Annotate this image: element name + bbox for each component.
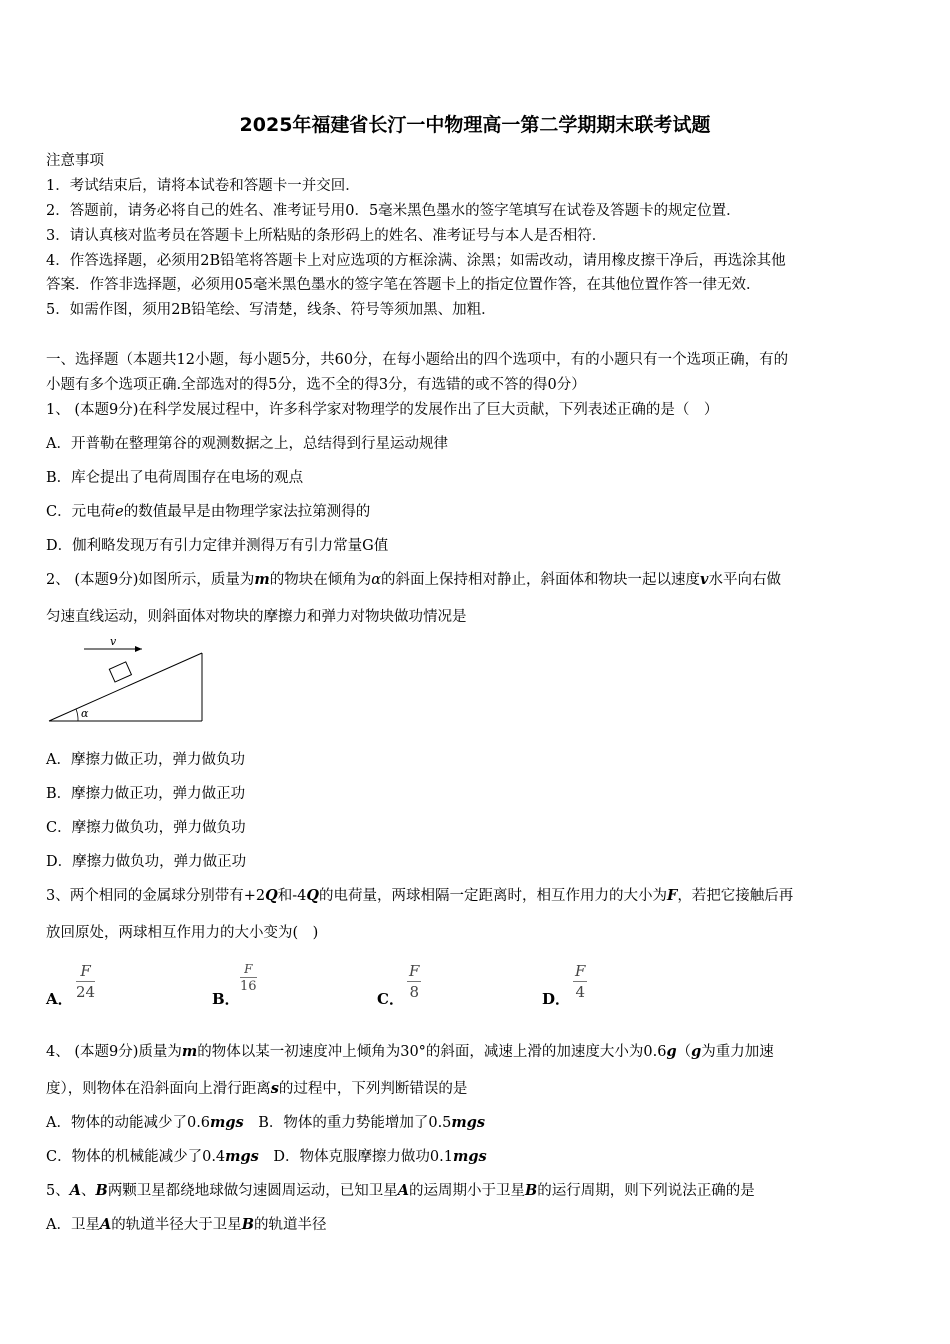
notice-item-1: 1．考试结束后，请将本试卷和答题卡一并交回．	[46, 178, 360, 194]
section-heading-line2: 小题有多个选项正确.全部选对的得5分，选不全的得3分，有选错的或不答的得0分）	[46, 377, 586, 393]
q1-option-a: A．开普勒在整理第谷的观测数据之上，总结得到行星运动规律	[46, 436, 448, 452]
q1-option-b: B．库仑提出了电荷周围存在电场的观点	[46, 470, 304, 486]
velocity-label: v	[110, 635, 117, 648]
q5-stem: 5、A、B两颗卫星都绕地球做匀速圆周运动，已知卫星A的运周期小于卫星B的运行周期，则下列说法正确的是	[46, 1182, 755, 1199]
block	[109, 662, 131, 682]
notice-item-4: 4．作答选择题，必须用2B铅笔将答题卡上对应选项的方框涂满、涂黑；如需改动，请用橡皮擦干净后，再选涂其他	[46, 253, 786, 269]
q1-stem: 1、 (本题9分)在科学发展过程中，许多科学家对物理学的发展作出了巨大贡献，下列表述正确的是（ ）	[46, 402, 719, 418]
q3-stem-line2: 放回原处，两球相互作用力的大小变为( )	[46, 925, 319, 941]
angle-arc	[76, 709, 78, 721]
notice-item-5: 5．如需作图，须用2B铅笔绘、写清楚，线条、符号等须加黑、加粗．	[46, 302, 496, 318]
q4-stem-line1: 4、 (本题9分)质量为m的物体以某一初速度冲上倾角为30°的斜面，减速上滑的加速度大小为0.6g（g为重力加速	[46, 1043, 774, 1060]
q2-option-d: D．摩擦力做负功，弹力做正功	[46, 854, 247, 870]
q2-option-b: B．摩擦力做正功，弹力做正功	[46, 786, 246, 802]
q3-stem-line1: 3、两个相同的金属球分别带有+2Q和-4Q的电荷量，两球相隔一定距离时，相互作用力的大小为F，若把它接触后再	[46, 887, 794, 904]
q4-stem-line2: 度），则物体在沿斜面向上滑行距离s的过程中，下列判断错误的是	[46, 1080, 468, 1097]
q2-stem-line1: 2、 (本题9分)如图所示，质量为m的物块在倾角为α的斜面上保持相对静止，斜面体和物块一起以速度v水平向右做	[46, 571, 781, 588]
q2-stem-line2: 匀速直线运动，则斜面体对物块的摩擦力和弹力对物块做功情况是	[46, 609, 467, 625]
notice-heading: 注意事项	[46, 153, 104, 169]
q2-option-a: A．摩擦力做正功，弹力做负功	[46, 752, 245, 768]
notice-item-3: 3．请认真核对监考员在答题卡上所粘贴的条形码上的姓名、准考证号与本人是否相符．	[46, 228, 607, 244]
angle-label: α	[81, 707, 89, 720]
q2-option-c: C．摩擦力做负功，弹力做负功	[46, 820, 246, 836]
arrow-head-icon	[135, 646, 142, 652]
section-heading-line1: 一、选择题（本题共12小题，每小题5分，共60分，在每小题给出的四个选项中，有的小题只有一个选项正确，有的	[46, 352, 789, 368]
notice-item-2: 2．答题前，请务必将自己的姓名、准考证号用0．5毫米黑色墨水的签字笔填写在试卷及答题卡的规定位置．	[46, 203, 741, 219]
q1-option-c: C．元电荷e的数值最早是由物理学家法拉第测得的	[46, 504, 371, 520]
incline-diagram	[44, 634, 208, 726]
page-title: 2025年福建省长汀一中物理高一第二学期期末联考试题	[239, 114, 711, 136]
notice-item-4-cont: 答案．作答非选择题，必须用05毫米黑色墨水的签字笔在答题卡上的指定位置作答，在其他位置作答一律无效．	[46, 277, 761, 293]
q1-option-d: D．伽利略发现万有引力定律并测得万有引力常量G值	[46, 538, 389, 554]
q5-option-a: A．卫星A的轨道半径大于卫星B的轨道半径	[46, 1216, 327, 1233]
q4-options-cd: C．物体的机械能减少了0.4mgs D．物体克服摩擦力做功0.1mgs	[46, 1148, 487, 1165]
q4-options-ab: A．物体的动能减少了0.6mgs B．物体的重力势能增加了0.5mgs	[46, 1114, 486, 1131]
